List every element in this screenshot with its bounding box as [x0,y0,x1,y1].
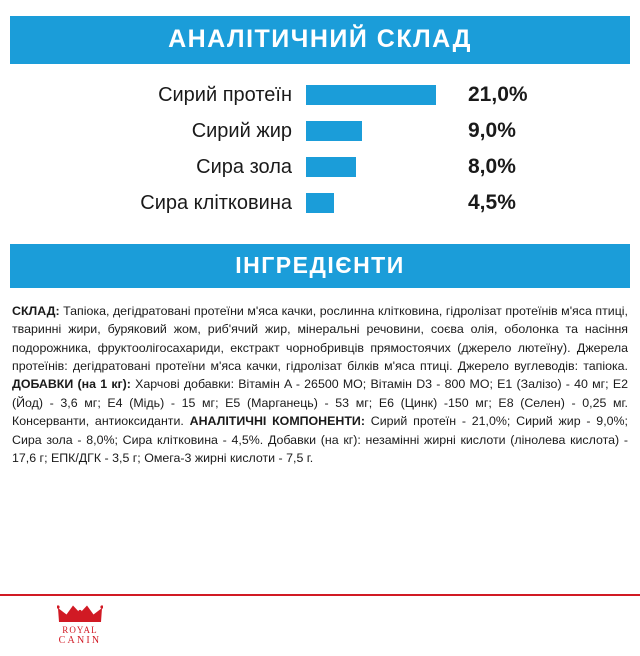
analytic-row-bar [306,157,356,177]
ingredients-body-part-2: Харчові добавки: Вітамін A - 26500 МО; Вітамін D3 - 800 МО; E1 (Залізо) - 40 мг; E2 (Йод) - 3,6 мг; E4 (Мідь) - 15 мг; E5 (Марганець) - 53 мг; E6 (Цинк) -150 мг; E8 (Селен) - 0,25 мг. Консерванти, антиоксиданти. [12,377,628,429]
analytic-composition-list [0,78,640,220]
analytic-row-bar [306,85,436,105]
royal-canin-logo [26,604,134,650]
ingredients-body-part-3: Сирий протеїн - 21,0%; Сирий жир - 9,0%; Сира зола - 8,0%; Сира клітковина - 4,5%. Добавки (на кг): незамінні жирні кислоти (лінолева кислота) - 17,6 г; ЕПК/ДГК - 3,5 г; Омега-3 жирні кислоти - 7,5 г. [12,414,628,465]
ingredients-components-label: АНАЛІТИЧНІ КОМПОНЕНТИ: [189,414,365,429]
analytic-row [14,150,626,184]
analytic-row-bar [306,193,334,213]
analytic-row-bar-wrap [306,121,458,141]
footer-divider [0,594,640,596]
ingredients-additives-label: ДОБАВКИ (на 1 кг): [12,377,131,392]
analytic-row-label: Сирий жир [191,119,292,142]
analytic-row [14,114,626,148]
crown-icon [57,604,103,624]
ingredients-header: ІНГРЕДІЄНТИ [10,244,630,288]
product-info-page [0,16,640,656]
analytic-composition-header: АНАЛІТИЧНИЙ СКЛАД [10,16,630,64]
analytic-row-label: Сира клітковина [140,191,292,214]
analytic-row-bar [306,121,362,141]
brand-wordmark [26,625,134,647]
section-spacer [0,222,640,244]
analytic-row [14,186,626,220]
analytic-row-bar-wrap [306,157,458,177]
analytic-row-label: Сирий протеїн [158,83,292,106]
analytic-row [14,78,626,112]
analytic-row-value: 9,0% [468,119,516,142]
brand-line-1: ROYAL [62,625,98,635]
ingredients-lead-label: СКЛАД: [12,304,60,318]
analytic-row-bar-wrap [306,85,458,105]
analytic-row-label: Сира зола [196,155,292,178]
brand-line-2: CANIN [58,635,102,647]
ingredients-body [12,302,628,467]
footer [0,594,640,656]
analytic-row-value: 4,5% [468,191,516,214]
analytic-row-value: 21,0% [468,83,528,106]
analytic-row-bar-wrap [306,193,458,213]
analytic-row-value: 8,0% [468,155,516,178]
ingredients-body-part-1: Тапіока, дегідратовані протеїни м'яса качки, рослинна клітковина, гідролізат протеїнів м'яса птиці, тваринні жири, буряковий жом, риб'ячий жир, мінеральні речовини, соєва олія, оболонка та насіння подорожника, фруктоолігосахариди, екстракт чорнобривців прямостоячих (джерело лютеїну). Джерела протеїнів: дегідратовані протеїни м'яса качки, гідролізат білків м'яса птиці. Джерело вуглеводів: тапіока. [12,304,628,374]
